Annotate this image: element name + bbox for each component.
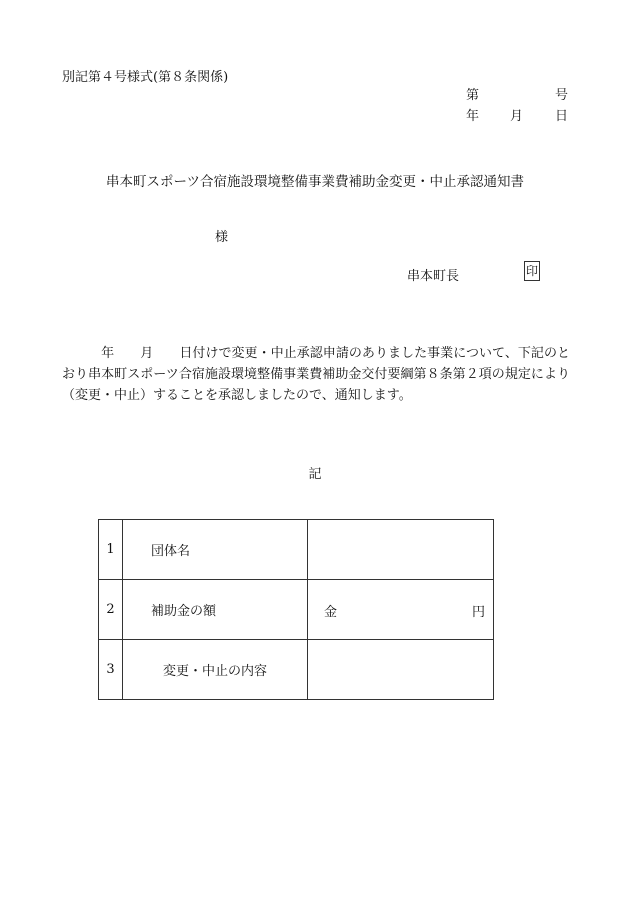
amount-field[interactable] <box>308 580 494 640</box>
form-label: 別記第４号様式(第８条関係) <box>62 70 229 85</box>
row-number: 2 <box>99 580 123 640</box>
document-title: 串本町スポーツ合宿施設環境整備事業費補助金変更・中止承認通知書 <box>106 174 524 190</box>
details-table <box>98 519 494 700</box>
number-go: 号 <box>555 88 569 103</box>
body-paragraph: 年 月 日付けで変更・中止承認申請のありました事業について、下記のとおり串本町スポーツ合宿施設環境整備事業費補助金交付要綱第８条第２項の規定により（変更・中止）することを承認しましたので、通知します。 <box>62 346 570 403</box>
date-month: 月 <box>510 109 524 124</box>
table-row <box>99 640 494 700</box>
table-row <box>99 520 494 580</box>
seal-stamp: 印 <box>524 261 540 281</box>
addressee-suffix: 様 <box>215 230 229 245</box>
issuer-name: 串本町長 <box>407 269 460 284</box>
row-number: 1 <box>99 520 123 580</box>
change-content-field[interactable] <box>308 640 494 700</box>
row-label-amount: 補助金の額 <box>123 580 308 640</box>
amount-prefix: 金 <box>324 605 338 620</box>
ki-heading: 記 <box>308 467 322 482</box>
amount-unit: 円 <box>472 605 486 620</box>
row-label-change-content: 変更・中止の内容 <box>123 640 308 700</box>
row-number: 3 <box>99 640 123 700</box>
table-row <box>99 580 494 640</box>
row-label-organization: 団体名 <box>123 520 308 580</box>
organization-field[interactable] <box>308 520 494 580</box>
date-year: 年 <box>466 109 480 124</box>
date-day: 日 <box>555 109 569 124</box>
body-text <box>62 343 570 406</box>
number-dai: 第 <box>466 88 480 103</box>
